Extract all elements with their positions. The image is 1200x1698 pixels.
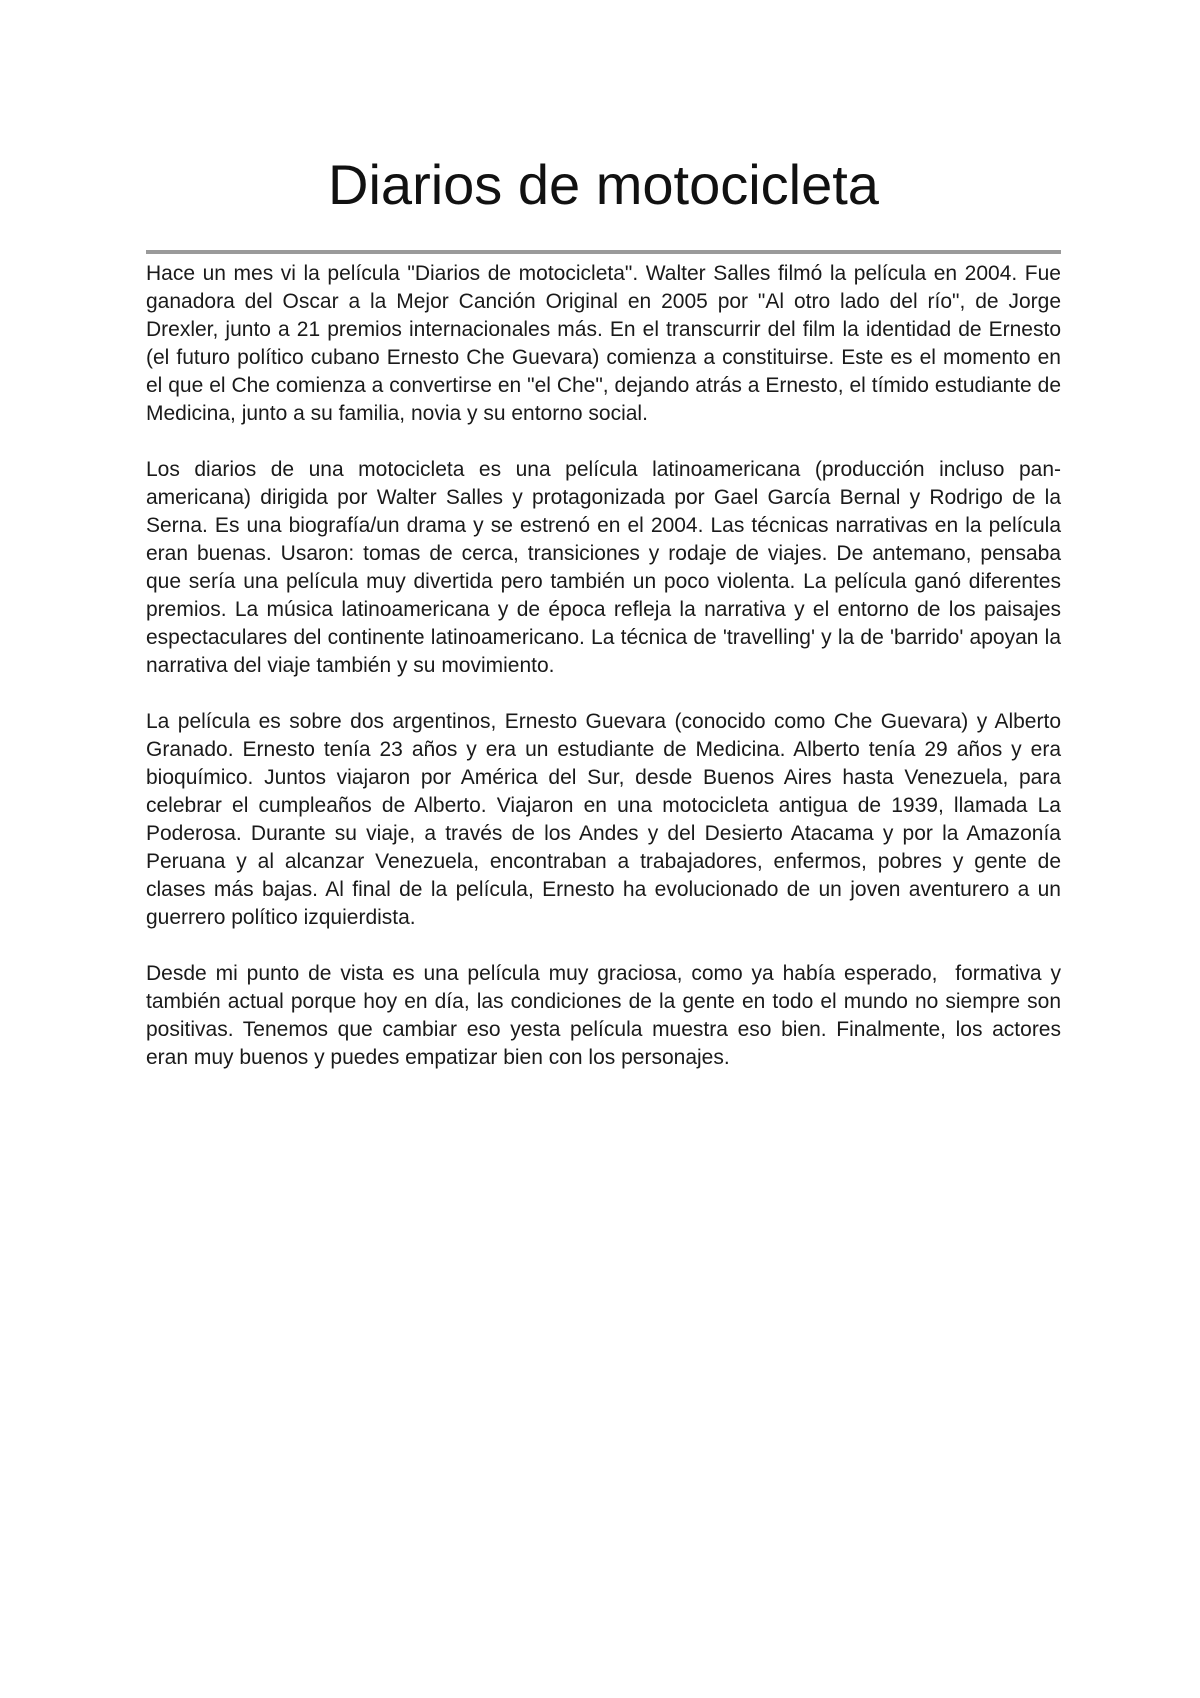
paragraph-2: Los diarios de una motocicleta es una película latinoamericana (producción incluso pan-americana) dirigida por Walter Salles y protagonizada por Gael García Bernal y Rodrigo de la Serna. Es una biografía/un drama y se estrenó en el 2004. Las técnicas narrativas en la película eran buenas. Usaron: tomas de cerca, transiciones y rodaje de viajes. De antemano, pensaba que sería una película muy divertida pero también un poco violenta. La película ganó diferentes premios. La música latinoamericana y de época refleja la narrativa y el entorno de los paisajes espectaculares del continente latinoamericano. La técnica de 'travelling' y la de 'barrido' apoyan la narrativa del viaje también y su movimiento. [146,458,1067,677]
paragraph-4: Desde mi punto de vista es una película muy graciosa, como ya había esperado, formativa y también actual porque hoy en día, las condiciones de la gente en todo el mundo no siempre son positivas. Tenemos que cambiar eso yesta película muestra eso bien. Finalmente, los actores eran muy buenos y puedes empatizar bien con los personajes. [146,962,1067,1069]
paragraph-1: Hace un mes vi la película "Diarios de motocicleta". Walter Salles filmó la película en 2004. Fue ganadora del Oscar a la Mejor Canción Original en 2005 por "Al otro lado del río", de Jorge Drexler, junto a 21 premios internacionales más. En el transcurrir del film la identidad de Ernesto (el futuro político cubano Ernesto Che Guevara) comienza a constituirse. Este es el momento en el que el Che comienza a convertirse en "el Che", dejando atrás a Ernesto, el tímido estudiante de Medicina, junto a su familia, novia y su entorno social. [146,262,1067,425]
paragraph-3: La película es sobre dos argentinos, Ernesto Guevara (conocido como Che Guevara) y Alberto Granado. Ernesto tenía 23 años y era un estudiante de Medicina. Alberto tenía 29 años y era bioquímico. Juntos viajaron por América del Sur, desde Buenos Aires hasta Venezuela, para celebrar el cumpleaños de Alberto. Viajaron en una motocicleta antigua de 1939, llamada La Poderosa. Durante su viaje, a través de los Andes y del Desierto Atacama y por la Amazonía Peruana y al alcanzar Venezuela, encontraban a trabajadores, enfermos, pobres y gente de clases más bajas. Al final de la película, Ernesto ha evolucionado de un joven aventurero a un guerrero político izquierdista. [146,710,1073,929]
title-divider [146,250,1061,254]
document-body [146,260,1073,1100]
document-title: Diarios de motocicleta [328,153,879,216]
